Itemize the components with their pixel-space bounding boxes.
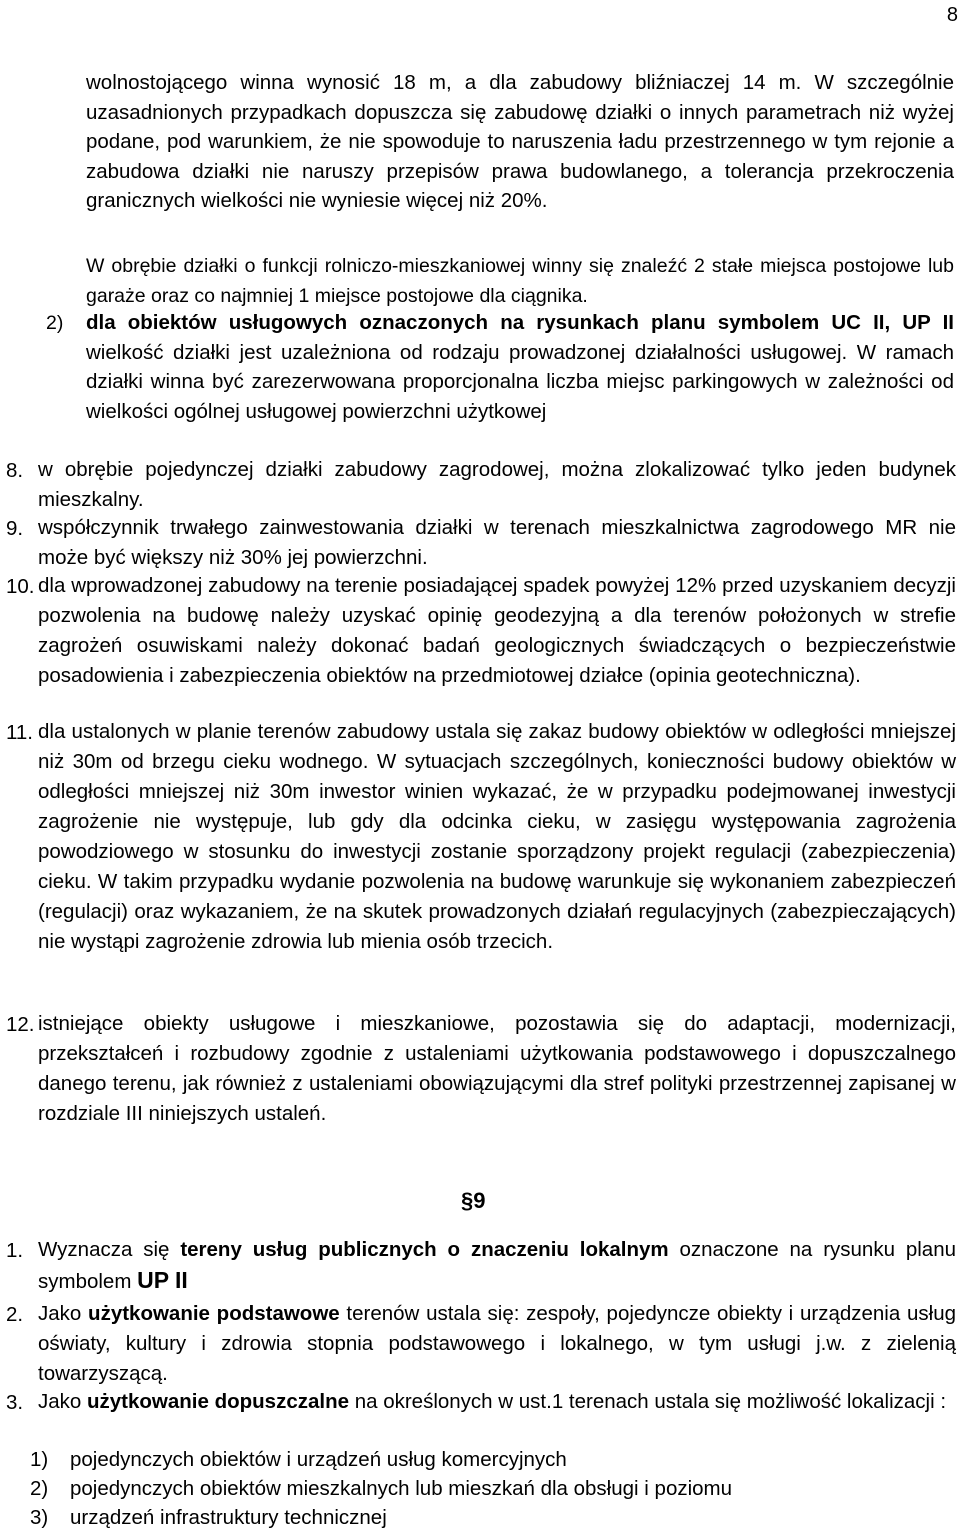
list-item-number: 8. bbox=[6, 459, 24, 482]
list-item-number: 10. bbox=[6, 575, 35, 598]
paragraph-bold: użytkowanie dopuszczalne bbox=[87, 1390, 349, 1413]
paragraph-bold: użytkowanie podstawowe bbox=[88, 1302, 340, 1325]
paragraph-bold: tereny usług publicznych o znaczeniu lokalnym bbox=[180, 1238, 669, 1261]
list-item-number: 12. bbox=[6, 1013, 35, 1036]
paragraph-text: terenów ustala się: zespoły, pojedyncze obiekty i urządzenia usług oświaty, kultury i zdrowia stopnia podstawowego i lokalnego, w tym usługi j.w. z zielenią towarzyszącą. bbox=[38, 1302, 956, 1385]
sub-item-number: 1) bbox=[30, 1448, 49, 1471]
services-text: wielkość działki jest uzależniona od rodzaju prowadzonej działalności usługowej. W ramach działki winna być zarezerwowana proporcjonalna liczba miejsc parkingowych w zależności od wielkości ogólnej usługowej powierzchni użytkowej bbox=[86, 340, 954, 423]
zone-symbol: UP II bbox=[137, 1267, 188, 1293]
list-item-number: 3. bbox=[6, 1391, 24, 1414]
list-item-12: istniejące obiekty usługowe i mieszkaniowe, pozostawia się do adaptacji, modernizacji, przekształceń i rozbudowy zgodnie z ustaleniami użytkowania podstawowego i dopuszczalnego danego terenu, jak również z ustaleniami obowiązującymi dla stref polityki przestrzennej zapisanej w rozdziale III niniejszych ustaleń. bbox=[38, 1012, 956, 1125]
section-paragraph-2 bbox=[38, 1299, 956, 1389]
paragraph-text: na określonych w ust.1 terenach ustala się możliwość lokalizacji : bbox=[349, 1390, 947, 1413]
list-item-services bbox=[86, 308, 954, 426]
list-item-11: dla ustalonych w planie terenów zabudowy ustala się zakaz budowy obiektów w odległości mniejszej niż 30m od brzegu cieku wodnego. W sytuacjach szczególnych, konieczności budowy obiektów w odległości mniejszej niż 30m inwestor winien wykazać, że w przypadku podejmowanej inwestycji zagrożenie nie występuje, lub gdy dla odcinka cieku, w zasięgu występowania zagrożenia powodziowego w stosunku do inwestycji zostanie sporządzony projekt regulacji (zabezpieczenia) cieku. W takim przypadku wydanie pozwolenia na budowę warunkuje się wykonaniem zabezpieczeń (regulacji) oraz wykazaniem, że na skutek prowadzonych działań regulacyjnych (zabezpieczających) nie wystąpi zagrożenie zdrowia lub mienia osób trzecich. bbox=[38, 720, 956, 953]
list-item-number: 9. bbox=[6, 517, 24, 540]
sub-item: urządzeń infrastruktury technicznej bbox=[70, 1506, 387, 1529]
sub-item: pojedynczych obiektów i urządzeń usług komercyjnych bbox=[70, 1448, 567, 1471]
intro-paragraph-parking: W obrębie działki o funkcji rolniczo-mieszkaniowej winny się znaleźć 2 stałe miejsca postojowe lub garaże oraz co najmniej 1 miejsce postojowe dla ciągnika. bbox=[86, 255, 954, 307]
paragraph-text: oznaczone na rysunku planu symbolem bbox=[38, 1238, 956, 1293]
sub-item-number: 3) bbox=[30, 1506, 49, 1529]
list-item-10: dla wprowadzonej zabudowy na terenie posiadającej spadek powyżej 12% przed uzyskaniem decyzji pozwolenia na budowę należy uzyskać opinię geodezyjną a dla terenów położonych w strefie zagrożeń osuwiskami należy dokonać badań geologicznych świadczących o bezpieczeństwie posadowienia i zabezpieczenia obiektów na przedmiotowej działce (opinia geotechniczna). bbox=[38, 574, 956, 687]
section-paragraph-3 bbox=[38, 1387, 956, 1417]
page-number: 8 bbox=[946, 4, 958, 26]
list-item-8: w obrębie pojedynczej działki zabudowy zagrodowej, można zlokalizować tylko jeden budynek mieszkalny. bbox=[38, 458, 956, 511]
sub-item: pojedynczych obiektów mieszkalnych lub mieszkań dla obsługi i poziomu bbox=[70, 1477, 733, 1500]
section-heading: §9 bbox=[461, 1188, 486, 1213]
paragraph-text: Wyznacza się bbox=[38, 1238, 181, 1261]
intro-paragraph: wolnostojącego winna wynosić 18 m, a dla zabudowy bliźniaczej 14 m. W szczególnie uzasadnionych przypadkach dopuszcza się zabudowę działki o innych parametrach niż wyżej podane, pod warunkiem, że nie spowoduje to naruszenia ładu przestrzennego w tym rejonie a zabudowa działki nie naruszy przepisów prawa budowlanego, a tolerancja przekroczenia granicznych wielkości nie wyniesie więcej niż 20%. bbox=[86, 71, 954, 212]
list-item-9: współczynnik trwałego zainwestowania działki w terenach mieszkalnictwa zagrodowego MR nie może być większy niż 30% jej powierzchni. bbox=[38, 516, 956, 569]
list-item-number: 2. bbox=[6, 1303, 24, 1326]
services-heading: dla obiektów usługowych oznaczonych na rysunkach planu symbolem UC II, UP II bbox=[86, 311, 954, 334]
section-paragraph-1 bbox=[38, 1235, 956, 1297]
paragraph-text: Jako bbox=[38, 1390, 87, 1413]
list-item-number: 1. bbox=[6, 1239, 24, 1262]
sub-item-number: 2) bbox=[30, 1477, 49, 1500]
list-item-number: 11. bbox=[6, 721, 33, 744]
paragraph-text: Jako bbox=[38, 1302, 89, 1325]
list-item-number: 2) bbox=[46, 312, 64, 334]
